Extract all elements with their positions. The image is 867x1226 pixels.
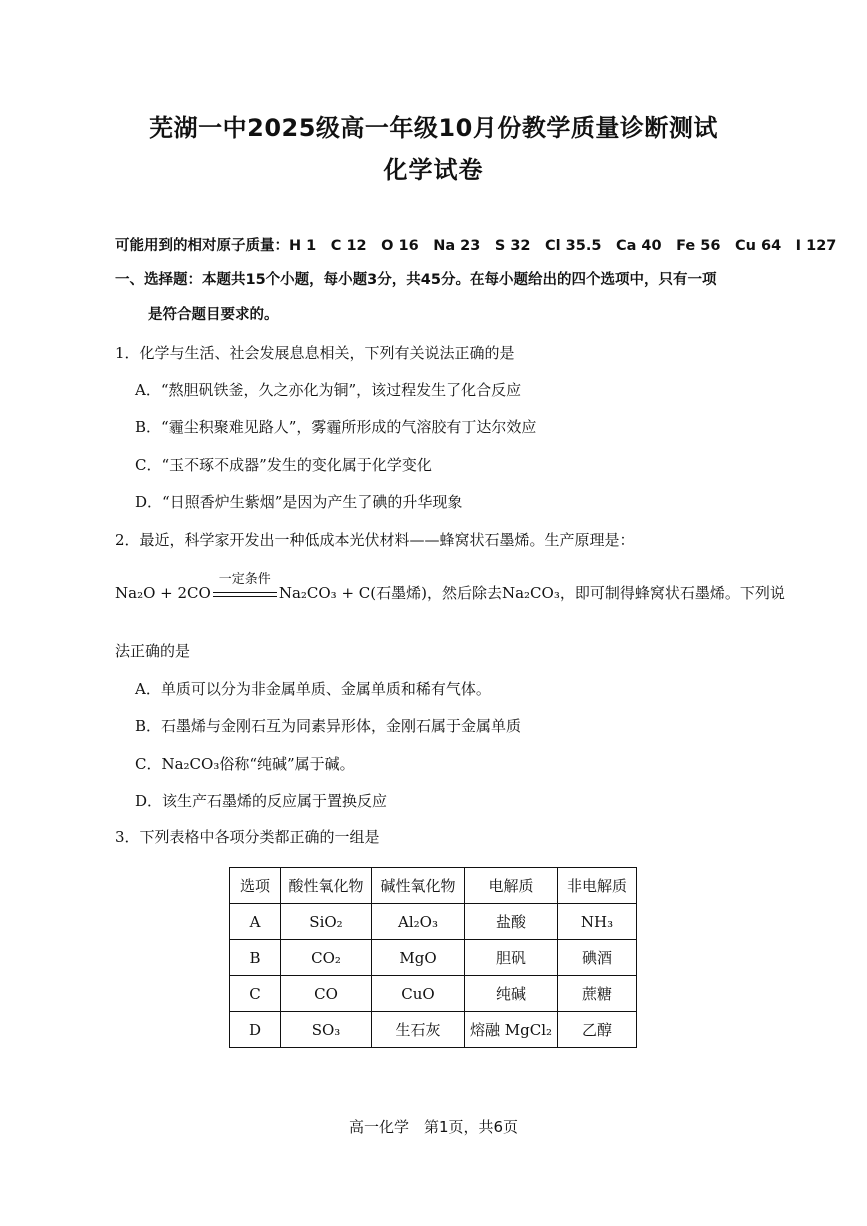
table-cell: NH₃ xyxy=(558,904,637,940)
table-cell: MgO xyxy=(372,940,465,976)
table-cell: 胆矾 xyxy=(465,940,558,976)
table-row xyxy=(230,904,637,940)
exam-title: 芜湖一中2025级高一年级10月份教学质量诊断测试 xyxy=(149,114,718,142)
q2-equation-left: Na₂O + 2CO xyxy=(115,584,211,602)
classification-table xyxy=(229,867,637,1048)
table-cell: SiO₂ xyxy=(281,904,372,940)
table-row xyxy=(230,976,637,1012)
q2-stem: 2．最近，科学家开发出一种低成本光伏材料——蜂窝状石墨烯。生产原理是： xyxy=(115,531,635,549)
table-header-cell: 电解质 xyxy=(465,868,558,904)
table-row xyxy=(230,1012,637,1048)
q2-equation xyxy=(115,572,785,604)
table-cell: 碘酒 xyxy=(558,940,637,976)
q1-option-b: B．“霾尘积聚难见路人”，雾霾所形成的气溶胶有丁达尔效应 xyxy=(135,418,537,436)
table-cell: 纯碱 xyxy=(465,976,558,1012)
table-cell: A xyxy=(230,904,281,940)
reaction-condition: 一定条件 xyxy=(218,572,271,587)
table-cell: SO₃ xyxy=(281,1012,372,1048)
q2-stem-cont: 法正确的是 xyxy=(115,642,191,660)
atomic-masses: 可能用到的相对原子质量：H 1 C 12 O 16 Na 23 S 32 Cl 35.5 Ca 40 Fe 56 Cu 64 I 127 xyxy=(115,238,837,254)
table-header-cell: 选项 xyxy=(230,868,281,904)
page-footer: 高一化学 第1页，共6页 xyxy=(348,1118,519,1136)
table-cell: C xyxy=(230,976,281,1012)
q1-option-c: C．“玉不琢不成器”发生的变化属于化学变化 xyxy=(135,456,432,474)
section1-instructions-line2: 是符合题目要求的。 xyxy=(148,307,279,323)
table-header-cell: 碱性氧化物 xyxy=(372,868,465,904)
table-cell: 蔗糖 xyxy=(558,976,637,1012)
exam-subtitle: 化学试卷 xyxy=(383,156,484,184)
table-header-row xyxy=(230,868,637,904)
table-cell: 熔融 MgCl₂ xyxy=(465,1012,558,1048)
q1-option-a: A．“熬胆矾铁釜，久之亦化为铜”，该过程发生了化合反应 xyxy=(135,381,522,399)
table-row xyxy=(230,940,637,976)
table-cell: CuO xyxy=(372,976,465,1012)
q2-equation-right: Na₂CO₃ + C(石墨烯)，然后除去Na₂CO₃，即可制得蜂窝状石墨烯。下列说 xyxy=(278,584,785,602)
q2-option-b: B．石墨烯与金刚石互为同素异形体，金刚石属于金属单质 xyxy=(135,717,522,735)
table-cell: D xyxy=(230,1012,281,1048)
reaction-arrow xyxy=(213,572,277,604)
q1-stem: 1．化学与生活、社会发展息息相关，下列有关说法正确的是 xyxy=(115,344,515,362)
table-header-cell: 非电解质 xyxy=(558,868,637,904)
table-cell: 乙醇 xyxy=(558,1012,637,1048)
table-cell: B xyxy=(230,940,281,976)
table-cell: 盐酸 xyxy=(465,904,558,940)
q2-option-c: C．Na₂CO₃俗称“纯碱”属于碱。 xyxy=(135,755,355,773)
q2-option-d: D．该生产石墨烯的反应属于置换反应 xyxy=(135,792,388,810)
table-cell: 生石灰 xyxy=(372,1012,465,1048)
table-cell: CO₂ xyxy=(281,940,372,976)
table-cell: CO xyxy=(281,976,372,1012)
section1-instructions-line1: 一、选择题：本题共15个小题，每小题3分，共45分。在每小题给出的四个选项中，只有一项 xyxy=(115,272,717,288)
q3-stem: 3．下列表格中各项分类都正确的一组是 xyxy=(115,828,380,846)
table-cell: Al₂O₃ xyxy=(372,904,465,940)
q1-option-d: D．“日照香炉生紫烟”是因为产生了碘的升华现象 xyxy=(135,493,463,511)
table-header-cell: 酸性氧化物 xyxy=(281,868,372,904)
q2-option-a: A．单质可以分为非金属单质、金属单质和稀有气体。 xyxy=(135,680,491,698)
